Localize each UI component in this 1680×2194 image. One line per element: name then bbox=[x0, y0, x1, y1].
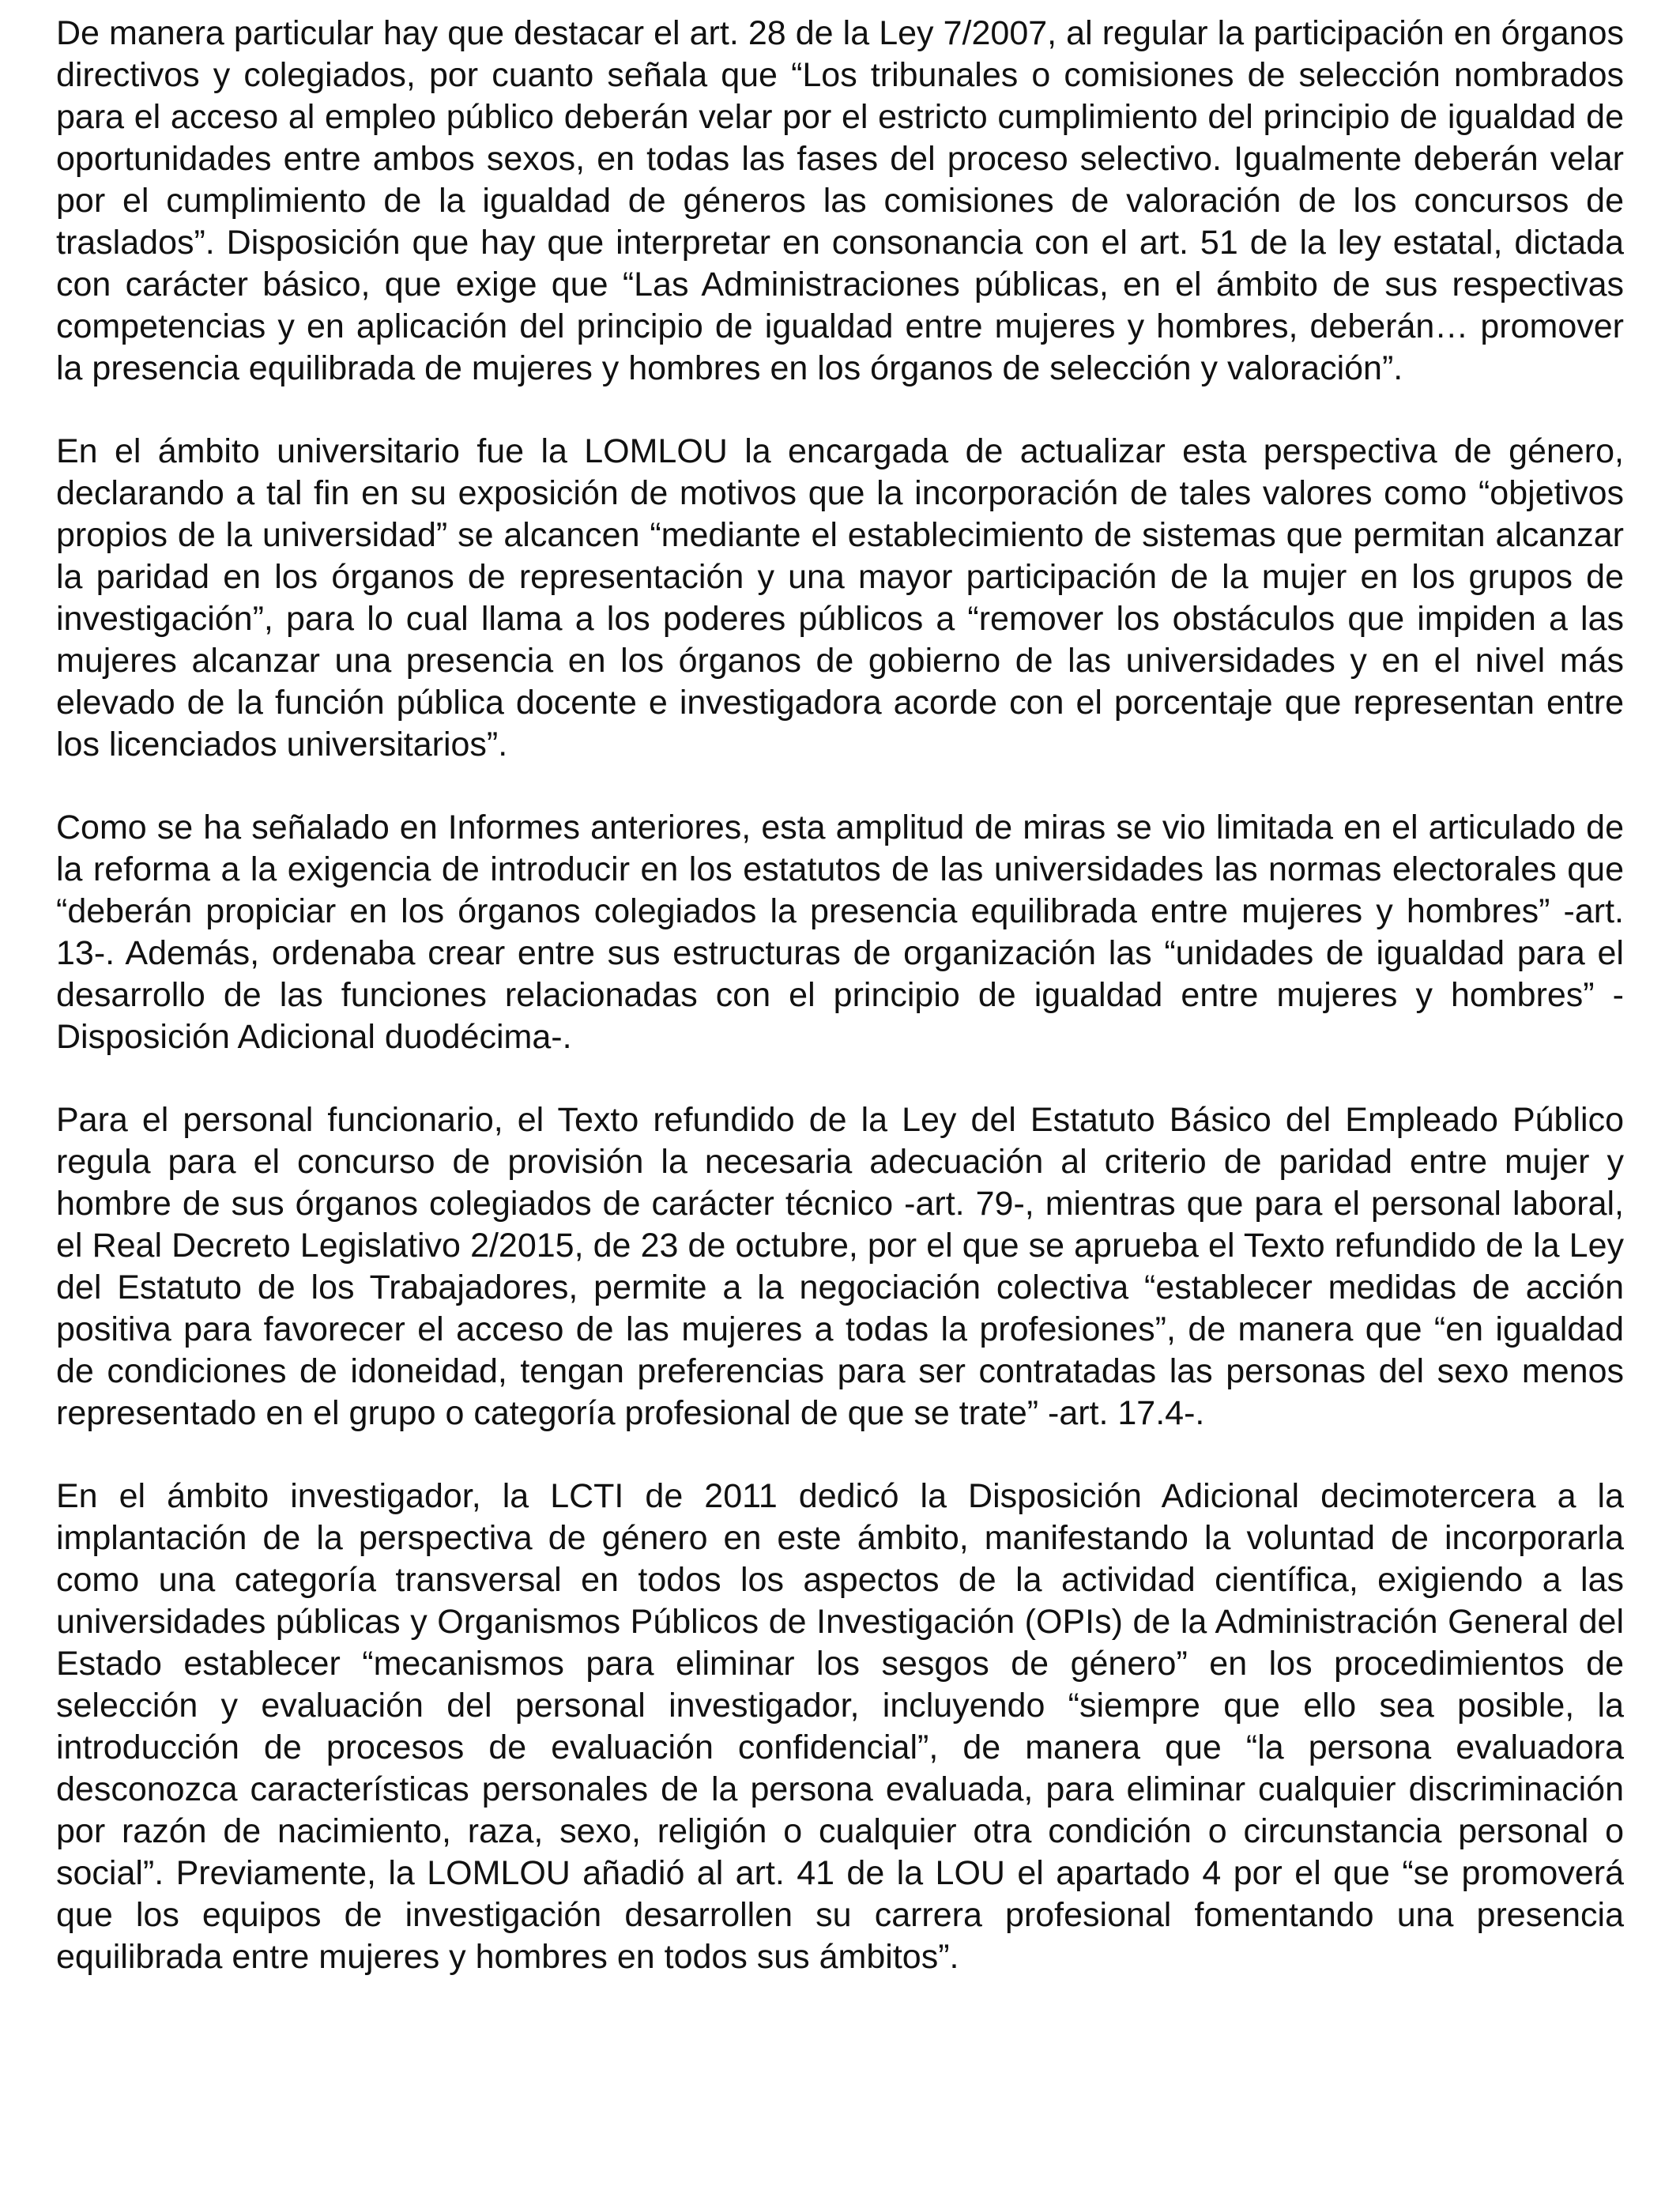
paragraph-informes-anteriores: Como se ha señalado en Informes anteriores, esta amplitud de miras se vio limitada en el articulado de la reforma a la exigencia de introducir en los estatutos de las universidades las normas electorales que “deberán propiciar en los órganos colegiados la presencia equilibrada entre mujeres y hombres” -art. 13-. Además, ordenaba crear entre sus estructuras de organización las “unidades de igualdad para el desarrollo de las funciones relacionadas con el principio de igualdad entre mujeres y hombres” -Disposición Adicional duodécima-. bbox=[56, 809, 1624, 1056]
document-body bbox=[56, 13, 1624, 1978]
paragraph-personal-funcionario: Para el personal funcionario, el Texto refundido de la Ley del Estatuto Básico del Empleado Público regula para el concurso de provisión la necesaria adecuación al criterio de paridad entre mujer y hombre de sus órganos colegiados de carácter técnico -art. 79-, mientras que para el personal laboral, el Real Decreto Legislativo 2/2015, de 23 de octubre, por el que se aprueba el Texto refundido de la Ley del Estatuto de los Trabajadores, permite a la negociación colectiva “establecer medidas de acción positiva para favorecer el acceso de las mujeres a todas la profesiones”, de manera que “en igualdad de condiciones de idoneidad, tengan preferencias para ser contratadas las personas del sexo menos representado en el grupo o categoría profesional de que se trate” -art. 17.4-. bbox=[56, 1101, 1624, 1432]
paragraph-ambito-investigador: En el ámbito investigador, la LCTI de 2011 dedicó la Disposición Adicional decimotercera a la implantación de la perspectiva de género en este ámbito, manifestando la voluntad de incorporarla como una categoría transversal en todos los aspectos de la actividad científica, exigiendo a las universidades públicas y Organismos Públicos de Investigación (OPIs) de la Administración General del Estado establecer “mecanismos para eliminar los sesgos de género” en los procedimientos de selección y evaluación del personal investigador, incluyendo “siempre que ello sea posible, la introducción de procesos de evaluación confidencial”, de manera que “la persona evaluadora desconozca características personales de la persona evaluada, para eliminar cualquier discriminación por razón de nacimiento, raza, sexo, religión o cualquier otra condición o circunstancia personal o social”. Previamente, la LOMLOU añadió al art. 41 de la LOU el apartado 4 por el que “se promoverá que los equipos de investigación desarrollen su carrera profesional fomentando una presencia equilibrada entre mujeres y hombres en todos sus ámbitos”. bbox=[56, 1477, 1624, 1976]
paragraph-lomlou-perspectiva-genero: En el ámbito universitario fue la LOMLOU la encargada de actualizar esta perspectiva de género, declarando a tal fin en su exposición de motivos que la incorporación de tales valores como “objetivos propios de la universidad” se alcancen “mediante el establecimiento de sistemas que permitan alcanzar la paridad en los órganos de representación y una mayor participación de la mujer en los grupos de investigación”, para lo cual llama a los poderes públicos a “remover los obstáculos que impiden a las mujeres alcanzar una presencia en los órganos de gobierno de las universidades y en el nivel más elevado de la función pública docente e investigadora acorde con el porcentaje que representan entre los licenciados universitarios”. bbox=[56, 432, 1624, 763]
paragraph-article-28-ley-7-2007: De manera particular hay que destacar el art. 28 de la Ley 7/2007, al regular la participación en órganos directivos y colegiados, por cuanto señala que “Los tribunales o comisiones de selección nombrados para el acceso al empleo público deberán velar por el estricto cumplimiento del principio de igualdad de oportunidades entre ambos sexos, en todas las fases del proceso selectivo. Igualmente deberán velar por el cumplimiento de la igualdad de géneros las comisiones de valoración de los concursos de traslados”. Disposición que hay que interpretar en consonancia con el art. 51 de la ley estatal, dictada con carácter básico, que exige que “Las Administraciones públicas, en el ámbito de sus respectivas competencias y en aplicación del principio de igualdad entre mujeres y hombres, deberán… promover la presencia equilibrada de mujeres y hombres en los órganos de selección y valoración”. bbox=[56, 14, 1624, 387]
